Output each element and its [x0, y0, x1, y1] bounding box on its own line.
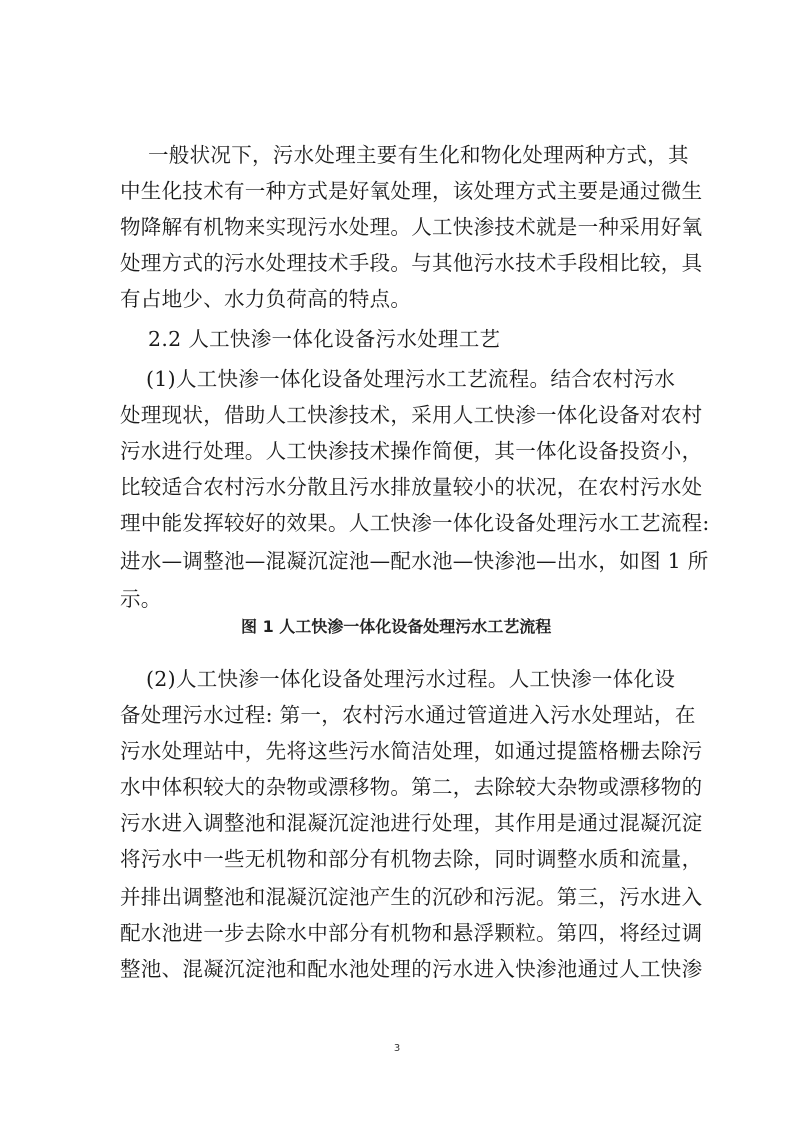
paragraph-line: 水中体积较大的杂物或漂移物。第二，去除较大杂物或漂移物的	[120, 775, 703, 799]
paragraph-line: 进水—调整池—混凝沉淀池—配水池—快渗池—出水，如图 1 所	[120, 549, 709, 573]
paragraph-line: 污水进行处理。人工快渗技术操作简便，其一体化设备投资小，	[120, 439, 703, 463]
paragraph-line: 有占地少、水力负荷高的特点。	[120, 287, 412, 311]
paragraph-line: 物降解有机物来实现污水处理。人工快渗技术就是一种采用好氧	[120, 215, 703, 239]
paragraph-line: 配水池进一步去除水中部分有机物和悬浮颗粒。第四，将经过调	[120, 921, 703, 945]
figure-caption: 图 1 人工快渗一体化设备处理污水工艺流程	[241, 617, 552, 636]
paragraph-line: (1)人工快渗一体化设备处理污水工艺流程。结合农村污水	[146, 367, 676, 391]
paragraph-line: 处理现状，借助人工快渗技术，采用人工快渗一体化设备对农村	[120, 403, 703, 427]
paragraph-line: 理中能发挥较好的效果。人工快渗一体化设备处理污水工艺流程:	[120, 511, 710, 535]
paragraph-line: 整池、混凝沉淀池和配水池处理的污水进入快渗池通过人工快渗	[120, 957, 703, 981]
paragraph-line: 污水处理站中，先将这些污水简洁处理，如通过提篮格栅去除污	[120, 739, 703, 763]
paragraph-line: 备处理污水过程: 第一，农村污水通过管道进入污水处理站，在	[120, 703, 696, 727]
paragraph-line: 比较适合农村污水分散且污水排放量较小的状况，在农村污水处	[120, 475, 703, 499]
section-heading: 2.2 人工快渗一体化设备污水处理工艺	[148, 327, 501, 351]
paragraph-line: 将污水中一些无机物和部分有机物去除，同时调整水质和流量，	[120, 847, 703, 871]
paragraph-line: 污水进入调整池和混凝沉淀池进行处理，其作用是通过混凝沉淀	[120, 811, 703, 835]
page-number: 3	[393, 1043, 401, 1054]
paragraph-line: 示。	[120, 587, 162, 611]
paragraph-line: 中生化技术有一种方式是好氧处理，该处理方式主要是通过微生	[120, 179, 703, 203]
paragraph-line: 处理方式的污水处理技术手段。与其他污水技术手段相比较，具	[120, 251, 703, 275]
paragraph-line: (2)人工快渗一体化设备处理污水过程。人工快渗一体化设	[146, 667, 676, 691]
paragraph-line: 并排出调整池和混凝沉淀池产生的沉砂和污泥。第三，污水进入	[120, 885, 703, 909]
paragraph-line: 一般状况下，污水处理主要有生化和物化处理两种方式，其	[148, 143, 689, 167]
